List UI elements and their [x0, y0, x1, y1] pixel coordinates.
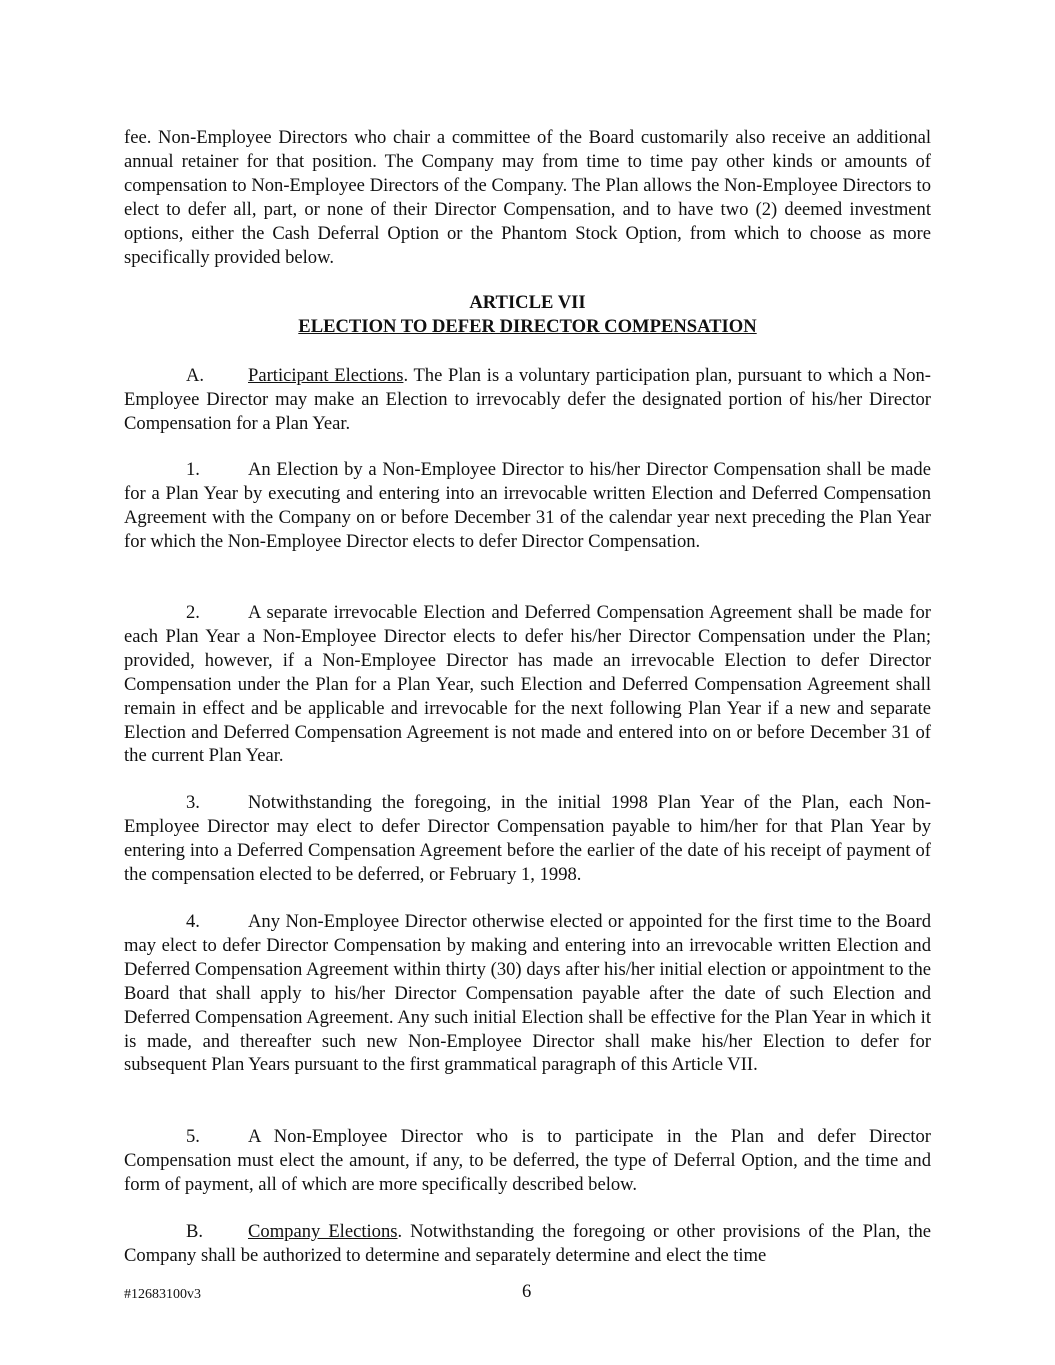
item-2-number: 2.	[186, 602, 200, 623]
item-4-paragraph	[124, 910, 931, 1077]
item-4-number: 4.	[186, 911, 200, 932]
section-b-text: . Notwithstanding the foregoing or other provisions of the Plan, the Company shall be authorized to determine and separately determine and elect the time	[124, 1221, 931, 1266]
section-a-paragraph	[124, 364, 931, 436]
item-2-paragraph	[124, 601, 931, 768]
section-b-paragraph	[124, 1220, 931, 1268]
item-1-number: 1.	[186, 459, 200, 480]
footer-page-number: 6	[522, 1281, 532, 1302]
item-4-text: Any Non-Employee Director otherwise elected or appointed for the first time to the Board may elect to defer Director Compensation by making and entering into an irrevocable written Election and Deferred Compensation Agreement within thirty (30) days after his/her initial election or appointment to the Board that shall apply to his/her Director Compensation payable after the date of such Election and Deferred Compensation Agreement. Any such initial Election shall be effective for the Plan Year in which it is made, and thereafter such new Non-Employee Director shall make his/her Election to defer for subsequent Plan Years pursuant to the first grammatical paragraph of this Article VII.	[124, 911, 931, 1076]
item-3-paragraph	[124, 791, 931, 887]
item-5-paragraph	[124, 1125, 931, 1197]
section-a-heading: Participant Elections	[248, 365, 404, 386]
article-number: ARTICLE VII	[469, 292, 586, 313]
section-b-heading: Company Elections	[248, 1221, 398, 1242]
article-title: ELECTION TO DEFER DIRECTOR COMPENSATION	[298, 315, 757, 337]
item-1-text: An Election by a Non-Employee Director to his/her Director Compensation shall be made for a Plan Year by executing and entering into an irrevocable written Election and Deferred Compensation Agreement with the Company on or before December 31 of the calendar year next preceding the Plan Year for which the Non-Employee Director elects to defer Director Compensation.	[124, 459, 931, 552]
item-5-text: A Non-Employee Director who is to participate in the Plan and defer Director Compensation must elect the amount, if any, to be deferred, the type of Deferral Option, and the time and form of payment, all of which are more specifically described below.	[124, 1126, 931, 1195]
section-b-label: B.	[186, 1221, 204, 1242]
item-1-paragraph	[124, 458, 931, 554]
article-heading	[124, 291, 931, 339]
footer-document-id: #12683100v3	[124, 1287, 201, 1302]
section-a-label: A.	[186, 365, 205, 386]
intro-paragraph: fee. Non-Employee Directors who chair a committee of the Board customarily also receive an additional annual retainer for that position. The Company may from time to time pay other kinds or amounts of compensation to Non-Employee Directors of the Company. The Plan allows the Non-Employee Directors to elect to defer all, part, or none of their Director Compensation, and to have two (2) deemed investment options, either the Cash Deferral Option or the Phantom Stock Option, from which to choose as more specifically provided below.	[124, 127, 931, 268]
item-3-text: Notwithstanding the foregoing, in the initial 1998 Plan Year of the Plan, each Non-Employee Director may elect to defer Director Compensation payable to him/her for that Plan Year by entering into a Deferred Compensation Agreement before the earlier of the date of his receipt of payment of the compensation elected to be deferred, or February 1, 1998.	[124, 792, 931, 885]
item-3-number: 3.	[186, 792, 200, 813]
item-2-text: A separate irrevocable Election and Deferred Compensation Agreement shall be made for each Plan Year a Non-Employee Director elects to defer his/her Director Compensation under the Plan; provided, however, if a Non-Employee Director has made an irrevocable Election to defer Director Compensation under the Plan for a Plan Year, such Election and Deferred Compensation Agreement shall remain in effect and be applicable and irrevocable for the next following Plan Year if a new and separate Election and Deferred Compensation Agreement is not made and entered into on or before December 31 of the current Plan Year.	[124, 602, 931, 767]
item-5-number: 5.	[186, 1126, 200, 1147]
section-a-text: . The Plan is a voluntary participation plan, pursuant to which a Non-Employee Director may make an Election to irrevocably defer the designated portion of his/her Director Compensation for a Plan Year.	[124, 365, 931, 434]
